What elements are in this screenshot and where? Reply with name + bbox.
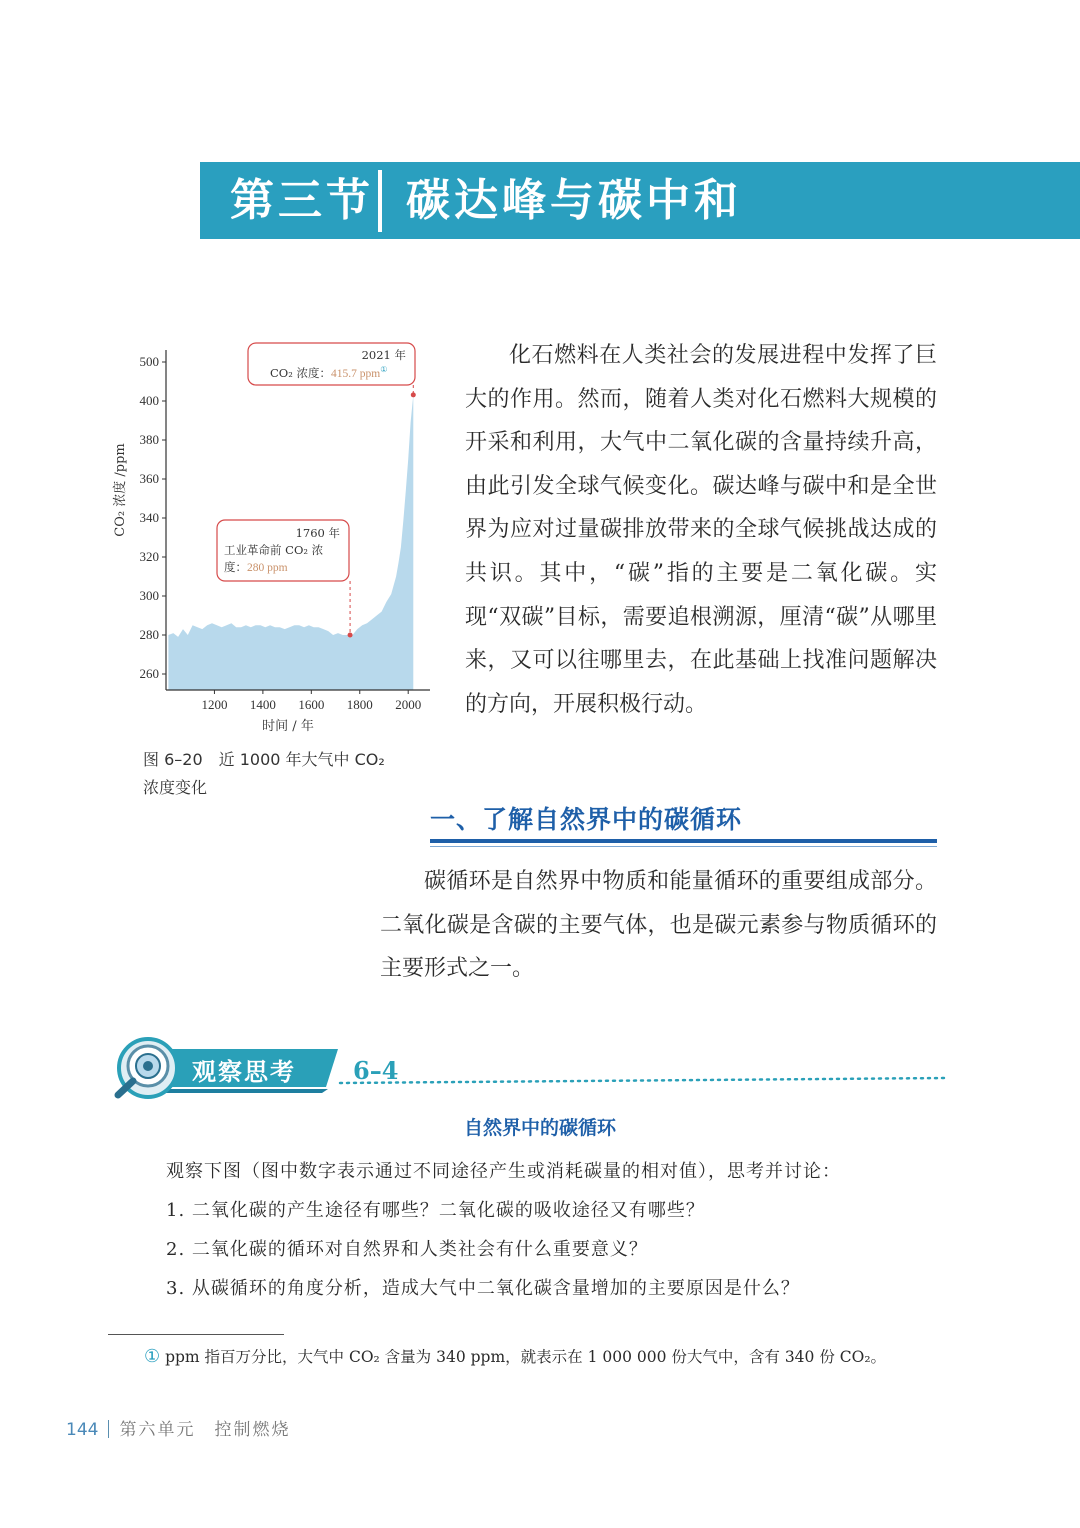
footnote <box>144 1345 886 1367</box>
annotation-2021-value: 415.7 ppm <box>331 368 381 380</box>
subsection-underline <box>430 839 937 843</box>
activity-prompt: 观察下图（图中数字表示通过不同途径产生或消耗碳量的相对值），思考并讨论： <box>166 1161 841 1182</box>
annotation-1760-label-2: 度：280 ppm <box>224 560 288 574</box>
footnote-text: ppm 指百万分比，大气中 CO₂ 含量为 340 ppm，就表示在 1 000 000 份大气中，含有 340 份 CO₂。 <box>160 1348 887 1366</box>
y-tick-label: 300 <box>139 588 159 603</box>
y-tick-label: 280 <box>139 627 159 642</box>
x-tick-label: 1400 <box>249 697 276 712</box>
y-tick-label: 320 <box>139 549 159 564</box>
annotation-2021-label: CO₂ 浓度：415.7 ppm① <box>270 365 388 380</box>
footnote-marker: ① <box>144 1346 161 1367</box>
y-tick-label: 260 <box>139 666 159 681</box>
y-tick-label: 340 <box>139 510 159 525</box>
x-tick-label: 1200 <box>201 697 228 712</box>
figure-caption <box>143 746 423 802</box>
activity-title: 自然界中的碳循环 <box>463 1117 616 1139</box>
annotation-2021-point <box>411 392 416 397</box>
co2-concentration-chart <box>100 340 440 740</box>
x-tick-label: 2000 <box>395 697 422 712</box>
page-footer <box>66 1415 290 1440</box>
observe-activity-number: 6–4 <box>353 1056 399 1085</box>
section-title: 碳达峰与碳中和 <box>406 175 742 226</box>
magnifier-icon <box>118 1039 177 1097</box>
annotation-1760-value: 280 ppm <box>247 562 288 574</box>
page-number: 144 <box>66 1420 99 1440</box>
footer-separator <box>108 1420 109 1438</box>
y-tick-label: 500 <box>139 354 159 369</box>
chart-annotations <box>217 343 416 638</box>
annotation-2021-year: 2021 年 <box>361 348 406 362</box>
observe-think-label: 观察思考 <box>192 1058 296 1086</box>
subsection-underline-thin <box>430 846 937 847</box>
carbon-cycle-paragraph: 碳循环是自然界中物质和能量循环的重要组成部分。二氧化碳是含碳的主要气体，也是碳元素参与物质循环的主要形式之一。 <box>380 869 937 982</box>
annotation-1760-year: 1760 年 <box>295 526 340 540</box>
section-number: 第三节 <box>230 175 374 226</box>
y-tick-label: 360 <box>139 471 159 486</box>
banner-dotted-rule <box>340 1078 946 1083</box>
y-tick-label: 400 <box>139 393 159 408</box>
annotation-2021-footnote-marker: ① <box>380 365 388 374</box>
x-axis-title: 时间 / 年 <box>262 719 314 734</box>
annotation-1760-label: 工业革命前 CO₂ 浓 <box>224 543 324 557</box>
x-tick-label: 1800 <box>346 697 373 712</box>
annotation-1760-point <box>348 633 353 638</box>
activity-question-3: 3. 从碳循环的角度分析，造成大气中二氧化碳含量增加的主要原因是什么？ <box>166 1278 800 1299</box>
intro-paragraph: 化石燃料在人类社会的发展进程中发挥了巨大的作用。然而，随着人类对化石燃料大规模的开采和利用，大气中二氧化碳的含量持续升高，由此引发全球气候变化。碳达峰与碳中和是全世界为应对过量碳排放带来的全球气候挑战达成的共识。其中，“碳”指的主要是二氧化碳。实现“双碳”目标，需要追根溯源，厘清“碳”从哪里来，又可以往哪里去，在此基础上找准问题解决的方向，开展积极行动。 <box>465 343 937 717</box>
y-tick-label: 380 <box>139 432 159 447</box>
footer-unit-title: 第六单元 控制燃烧 <box>119 1420 291 1440</box>
figure-caption-line1: 图 6–20 近 1000 年大气中 CO₂ <box>143 750 385 769</box>
x-tick-label: 1600 <box>298 697 325 712</box>
header-divider <box>378 170 382 232</box>
subsection-heading: 一、了解自然界中的碳循环 <box>430 805 743 834</box>
footnote-rule <box>108 1334 284 1335</box>
y-axis-title: CO₂ 浓度 /ppm <box>113 443 128 537</box>
section-header-banner <box>200 162 1080 239</box>
activity-question-2: 2. 二氧化碳的循环对自然界和人类社会有什么重要意义？ <box>166 1239 648 1260</box>
figure-caption-line2: 浓度变化 <box>143 778 208 797</box>
activity-question-1: 1. 二氧化碳的产生途径有哪些？二氧化碳的吸收途径又有哪些？ <box>166 1200 705 1221</box>
